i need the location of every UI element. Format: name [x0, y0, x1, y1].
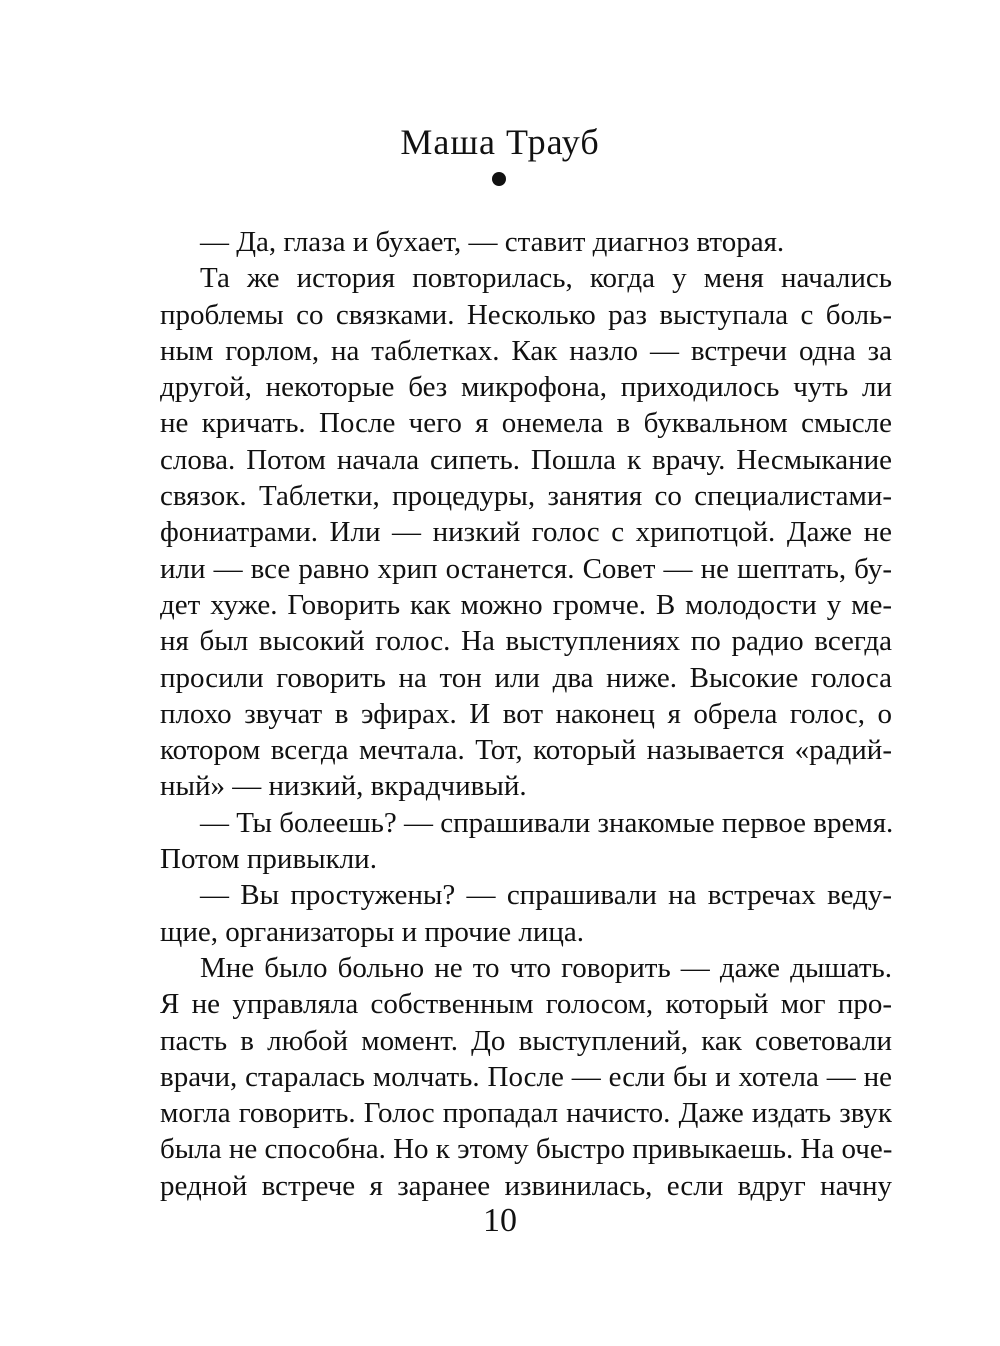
text-line: Та же история повторилась, когда у меня начались	[200, 262, 892, 295]
text-line: Мне было больно не то что говорить — даже дышать.	[200, 951, 892, 984]
text-line: слова. Потом начала сипеть. Пошла к врачу. Несмыкание	[160, 443, 892, 476]
text-line: не кричать. После чего я онемела в буквальном смысле	[160, 407, 892, 440]
text-line: ным горлом, на таблетках. Как назло — встречи одна за	[160, 334, 892, 367]
text-line: ный» — низкий, вкрадчивый.	[160, 770, 527, 803]
body-text	[160, 224, 892, 1204]
text-line: другой, некоторые без микрофона, приходилось чуть ли	[160, 371, 892, 404]
page-number: 10	[483, 1202, 517, 1239]
text-line: просили говорить на тон или два ниже. Высокие голоса	[160, 661, 892, 694]
text-line: щие, организаторы и прочие лица.	[160, 915, 585, 948]
text-line: плохо звучат в эфирах. И вот наконец я обрела голос, о	[160, 697, 892, 730]
text-line: — Вы простужены? — спрашивали на встречах веду-	[200, 879, 892, 912]
text-line: — Да, глаза и бухает, — ставит диагноз вторая.	[200, 226, 785, 258]
text-line: была не способна. Но к этому быстро привыкаешь. На оче-	[160, 1133, 893, 1166]
text-line: котором всегда мечтала. Тот, который называется «радий-	[160, 734, 892, 767]
text-line: дет хуже. Говорить как можно громче. В молодости у ме-	[160, 588, 892, 621]
text-line: ня был высокий голос. На выступлениях по радио всегда	[160, 625, 892, 658]
text-line: фониатрами. Или — низкий голос с хрипотцой. Даже не	[160, 516, 892, 549]
text-line: пасть в любой момент. До выступлений, как советовали	[160, 1024, 892, 1057]
text-line: Потом привыкли.	[160, 843, 377, 876]
ornament-dot	[492, 172, 506, 186]
text-line: проблемы со связками. Несколько раз выступала с боль-	[160, 298, 892, 331]
text-line: или — все равно хрип останется. Совет — не шептать, бу-	[160, 552, 892, 585]
text-line: редной встрече я заранее извинилась, если вдруг начну	[160, 1169, 892, 1202]
text-line: Я не управляла собственным голосом, который мог про-	[160, 988, 892, 1021]
text-line: связок. Таблетки, процедуры, занятия со специалистами-	[160, 480, 892, 513]
text-line: врачи, старалась молчать. После — если бы и хотела — не	[160, 1060, 892, 1093]
text-line: могла говорить. Голос пропадал начисто. Даже издать звук	[160, 1097, 892, 1130]
running-head-author: Маша Трауб	[400, 122, 600, 162]
text-line: — Ты болеешь? — спрашивали знакомые первое время.	[200, 806, 894, 839]
